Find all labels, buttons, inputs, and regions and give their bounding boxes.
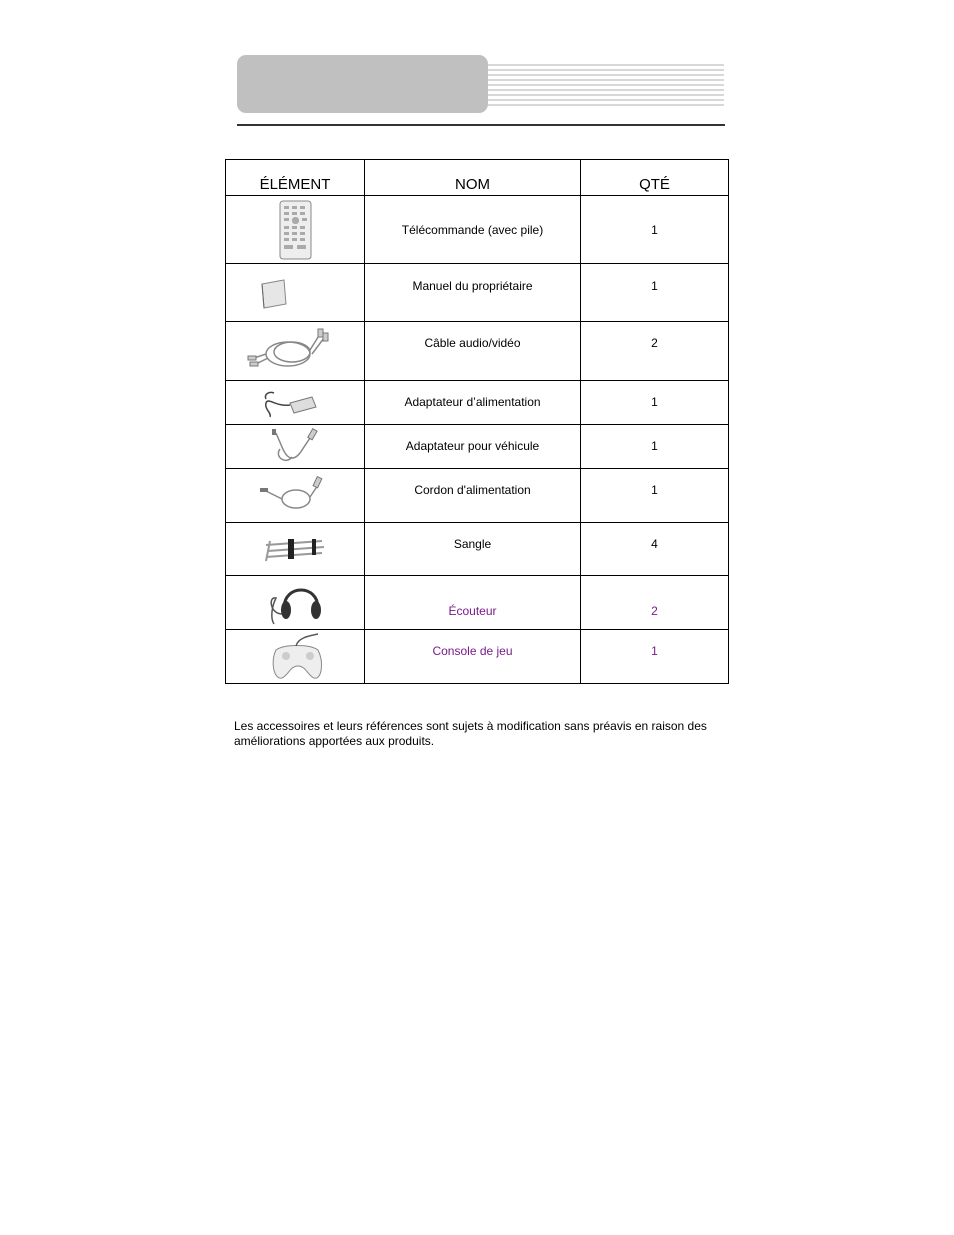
disclaimer-note: Les accessoires et leurs références sont sujets à modification sans préavis en raison des améliorations apportées aux produits. — [234, 719, 707, 748]
name-cell — [365, 264, 581, 322]
item-qty: 1 — [651, 279, 658, 293]
element-cell — [226, 196, 365, 264]
qty-cell — [581, 196, 729, 264]
table-row — [226, 523, 729, 576]
name-cell — [365, 523, 581, 576]
header-stripes — [488, 64, 724, 106]
element-cell — [226, 630, 365, 684]
item-qty: 4 — [651, 537, 658, 551]
item-qty: 1 — [651, 439, 658, 453]
gamepad-icon — [226, 632, 365, 682]
table-row — [226, 469, 729, 523]
power-adapter-icon — [226, 383, 365, 423]
qty-cell — [581, 381, 729, 425]
element-cell — [226, 381, 365, 425]
headphones-icon — [226, 578, 365, 628]
table-row — [226, 576, 729, 630]
item-qty: 1 — [651, 644, 658, 658]
qty-cell — [581, 425, 729, 469]
element-cell — [226, 469, 365, 523]
table-row — [226, 322, 729, 381]
element-cell — [226, 576, 365, 630]
item-qty: 2 — [651, 336, 658, 350]
name-cell — [365, 576, 581, 630]
name-cell — [365, 469, 581, 523]
item-name: Cordon d'alimentation — [414, 483, 531, 497]
item-qty: 1 — [651, 395, 658, 409]
item-qty: 1 — [651, 223, 658, 237]
header-element: ÉLÉMENT — [226, 160, 365, 196]
qty-cell — [581, 523, 729, 576]
item-name: Manuel du propriétaire — [412, 279, 533, 293]
header-tab — [237, 55, 488, 113]
strap-icon — [226, 525, 365, 574]
name-cell — [365, 630, 581, 684]
name-cell — [365, 381, 581, 425]
item-name: Console de jeu — [432, 644, 513, 658]
element-cell — [226, 523, 365, 576]
name-cell — [365, 196, 581, 264]
element-cell — [226, 264, 365, 322]
item-qty: 1 — [651, 483, 658, 497]
qty-cell — [581, 630, 729, 684]
header-name: NOM — [365, 160, 581, 196]
name-cell — [365, 425, 581, 469]
manual-icon — [226, 266, 365, 320]
qty-cell — [581, 264, 729, 322]
car-adapter-icon — [226, 427, 365, 467]
header-rule — [237, 124, 725, 126]
table-row — [226, 630, 729, 684]
item-name: Télécommande (avec pile) — [401, 223, 544, 237]
item-name: Sangle — [453, 537, 492, 551]
item-name: Adaptateur pour véhicule — [405, 439, 540, 453]
item-name: Écouteur — [448, 604, 497, 618]
qty-cell — [581, 469, 729, 523]
qty-cell — [581, 322, 729, 381]
av-cable-icon — [226, 324, 365, 379]
item-name: Câble audio/vidéo — [424, 336, 521, 350]
table-row — [226, 425, 729, 469]
table-row — [226, 264, 729, 322]
item-qty: 2 — [651, 604, 658, 618]
name-cell — [365, 322, 581, 381]
accessories-table — [225, 159, 729, 684]
header-qty: QTÉ — [581, 160, 729, 196]
table-row — [226, 196, 729, 264]
power-cord-icon — [226, 471, 365, 521]
element-cell — [226, 322, 365, 381]
element-cell — [226, 425, 365, 469]
remote-control-icon — [226, 198, 365, 262]
table-header-row — [226, 160, 729, 196]
qty-cell — [581, 576, 729, 630]
item-name: Adaptateur d’alimentation — [404, 395, 541, 409]
table-row — [226, 381, 729, 425]
